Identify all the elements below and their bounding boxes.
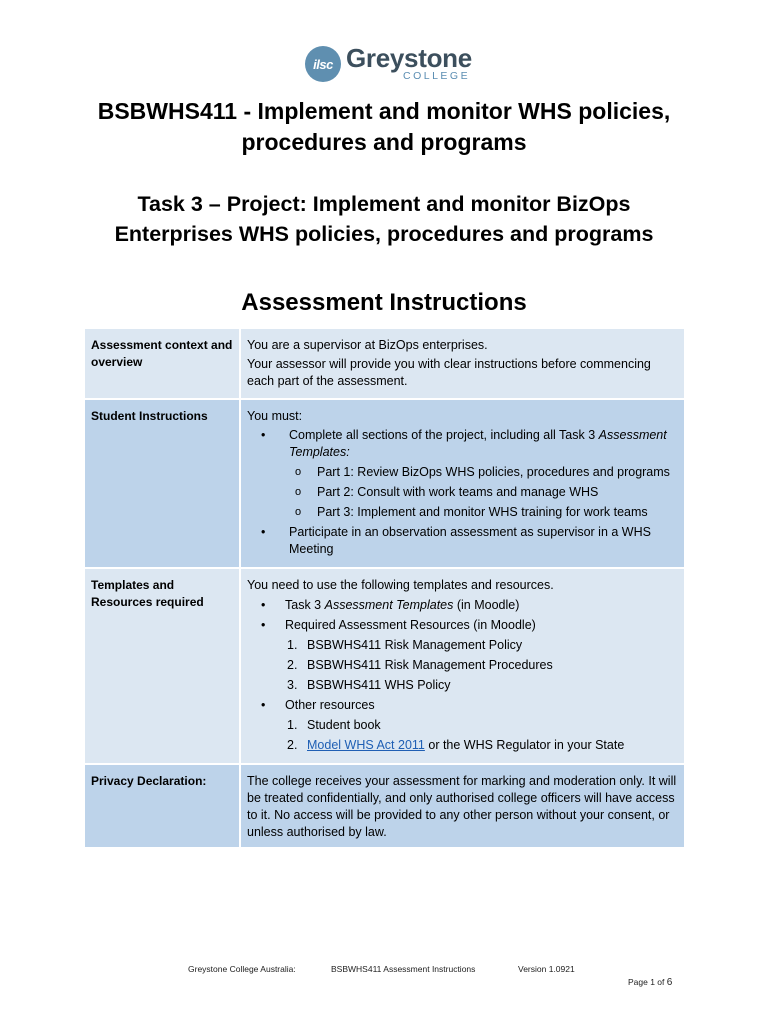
list-item: o Part 1: Review BizOps WHS policies, procedures and programs bbox=[317, 464, 678, 481]
templates-list bbox=[247, 597, 678, 754]
row-privacy bbox=[84, 764, 685, 848]
logo-name: Greystone bbox=[346, 43, 472, 73]
list-item: 1. Student book bbox=[287, 718, 381, 732]
section-title: Assessment Instructions bbox=[241, 289, 527, 316]
instructions-intro: You must: bbox=[247, 409, 303, 423]
list-item: 2. BSBWHS411 Risk Management Procedures bbox=[287, 658, 553, 672]
footer-college: Greystone College Australia: bbox=[188, 964, 296, 974]
row-content bbox=[240, 328, 685, 399]
row-context bbox=[84, 328, 685, 399]
row-label: Privacy Declaration: bbox=[84, 764, 240, 848]
logo-mark: ilsc bbox=[305, 46, 341, 82]
logo-subtitle: COLLEGE bbox=[403, 70, 471, 82]
list-item: • Participate in an observation assessment as supervisor in a WHS Meeting bbox=[289, 524, 678, 558]
row-student-instructions bbox=[84, 399, 685, 568]
context-line: Your assessor will provide you with clear instructions before commencing each part of the assessment. bbox=[247, 357, 651, 388]
list-item: • Task 3 Assessment Templates (in Moodle) bbox=[285, 597, 678, 614]
row-content bbox=[240, 568, 685, 764]
task-title: Task 3 – Project: Implement and monitor BizOps Enterprises WHS policies, procedures and programs bbox=[114, 192, 654, 246]
row-templates bbox=[84, 568, 685, 764]
required-resources-list bbox=[285, 637, 678, 694]
unit-title: BSBWHS411 - Implement and monitor WHS policies, procedures and programs bbox=[97, 98, 671, 155]
instructions-table bbox=[83, 327, 686, 849]
list-item: • Required Assessment Resources (in Moodle) 1. BSBWHS411 Risk Management Policy 2. BSBWHS411 Risk Management Procedures 3. BSBWHS411 WHS Policy bbox=[285, 617, 678, 694]
page-number: Page 1 of 6 bbox=[628, 977, 673, 988]
row-label: Templates and Resources required bbox=[84, 568, 240, 764]
list-item: • Other resources 1. Student book 2. Model WHS Act 2011 or the WHS Regulator in your State bbox=[285, 697, 678, 754]
row-label: Student Instructions bbox=[84, 399, 240, 568]
row-content: The college receives your assessment for marking and moderation only. It will be treated confidentially, and only authorised college officers will have access to it. No access will be provided to any other person without your consent, or unless authorised by law. bbox=[240, 764, 685, 848]
model-whs-act-link[interactable]: Model WHS Act 2011 bbox=[307, 738, 425, 752]
other-resources-list bbox=[285, 717, 678, 754]
footer-document: BSBWHS411 Assessment Instructions bbox=[331, 964, 476, 974]
list-item: o Part 3: Implement and monitor WHS training for work teams bbox=[317, 504, 678, 521]
row-label: Assessment context and overview bbox=[84, 328, 240, 399]
row-content bbox=[240, 399, 685, 568]
templates-intro: You need to use the following templates and resources. bbox=[247, 578, 554, 592]
context-line: You are a supervisor at BizOps enterprises. bbox=[247, 338, 488, 352]
parts-list bbox=[289, 464, 678, 521]
list-item: o Part 2: Consult with work teams and manage WHS bbox=[317, 484, 678, 501]
list-item: • Complete all sections of the project, including all Task 3 Assessment Templates: o Part 1: Review BizOps WHS policies, procedures and programs o Part 2: Consult with work teams and manage WHS o Part 3: Implement and monitor WHS training for work teams bbox=[289, 427, 678, 521]
list-item: 3. BSBWHS411 WHS Policy bbox=[287, 678, 451, 692]
college-logo bbox=[305, 44, 475, 84]
instructions-list bbox=[247, 427, 678, 558]
footer-version: Version 1.0921 bbox=[518, 964, 575, 974]
list-item: 1. BSBWHS411 Risk Management Policy bbox=[287, 638, 523, 652]
list-item: 2. Model WHS Act 2011 or the WHS Regulator in your State bbox=[287, 738, 625, 752]
